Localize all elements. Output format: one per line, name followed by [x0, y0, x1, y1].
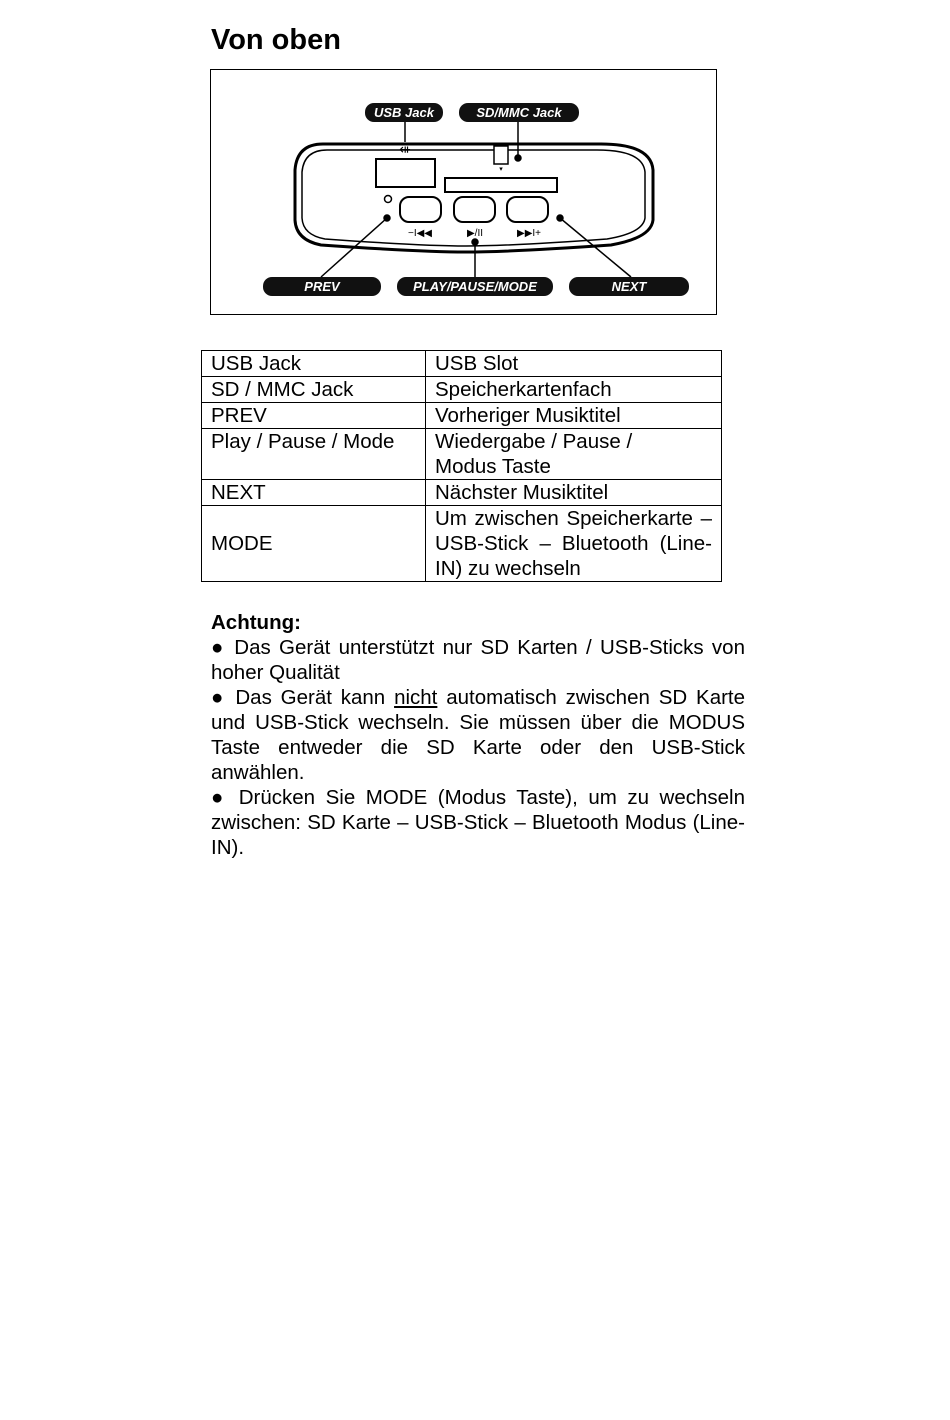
table-row — [202, 403, 722, 429]
sd-mmc-jack-label: SD/MMC Jack — [476, 105, 562, 120]
prev-symbol: −I◀◀ — [408, 228, 432, 239]
notes-title: Achtung: — [211, 611, 301, 634]
legend-term: NEXT — [202, 480, 426, 506]
next-button — [507, 197, 548, 222]
notes-section — [211, 610, 745, 860]
play-pause-button — [454, 197, 495, 222]
led-indicator — [385, 196, 392, 203]
next-symbol: ▶▶I+ — [517, 228, 541, 239]
emphasis-text: nicht — [394, 686, 438, 709]
table-row — [202, 351, 722, 377]
list-item: ● Das Gerät kann nicht automatisch zwischen SD Karte und USB-Stick wechseln. Sie müssen über die MODUS Taste entweder die SD Karte oder den USB-Stick anwählen. — [211, 686, 746, 784]
legend-term: SD / MMC Jack — [202, 377, 426, 403]
bullet-icon: ● — [211, 636, 226, 659]
list-item: ● Drücken Sie MODE (Modus Taste), um zu wechseln zwischen: SD Karte – USB-Stick – Bluetooth Modus (Line-IN). — [211, 786, 745, 859]
sd-card-icon — [494, 146, 508, 164]
page-title: Von oben — [211, 24, 341, 56]
table-row — [202, 377, 722, 403]
play-symbol: ▶/II — [466, 228, 484, 239]
legend-term: USB Jack — [202, 351, 426, 377]
table-row — [202, 506, 722, 582]
prev-label: PREV — [304, 279, 340, 294]
usb-jack-label: USB Jack — [374, 105, 434, 120]
legend-description: USB Slot — [426, 351, 722, 377]
sd-card-slot — [445, 178, 557, 192]
legend-table — [201, 350, 722, 582]
usb-port — [376, 159, 435, 187]
legend-description: Um zwischen Speicherkarte – USB-Stick – Bluetooth (Line-IN) zu wechseln — [426, 506, 722, 582]
legend-term: PREV — [202, 403, 426, 429]
legend-description: Wiedergabe / Pause / Modus Taste — [426, 429, 722, 480]
device-top-view-diagram — [210, 69, 717, 315]
svg-text:▾: ▾ — [499, 166, 503, 173]
prev-button — [400, 197, 441, 222]
play-pause-mode-label: PLAY/PAUSE/MODE — [413, 279, 537, 294]
legend-description: Vorheriger Musiktitel — [426, 403, 722, 429]
bullet-icon: ● — [211, 686, 227, 709]
legend-term: MODE — [202, 506, 426, 582]
table-row — [202, 429, 722, 480]
next-label: NEXT — [611, 279, 647, 294]
bullet-icon: ● — [211, 786, 229, 809]
usb-symbol-icon: ⇺ — [399, 141, 411, 157]
legend-description: Nächster Musiktitel — [426, 480, 722, 506]
legend-term: Play / Pause / Mode — [202, 429, 426, 480]
table-row — [202, 480, 722, 506]
list-item: ● Das Gerät unterstützt nur SD Karten / USB-Sticks von hoher Qualität — [211, 636, 745, 684]
legend-description: Speicherkartenfach — [426, 377, 722, 403]
